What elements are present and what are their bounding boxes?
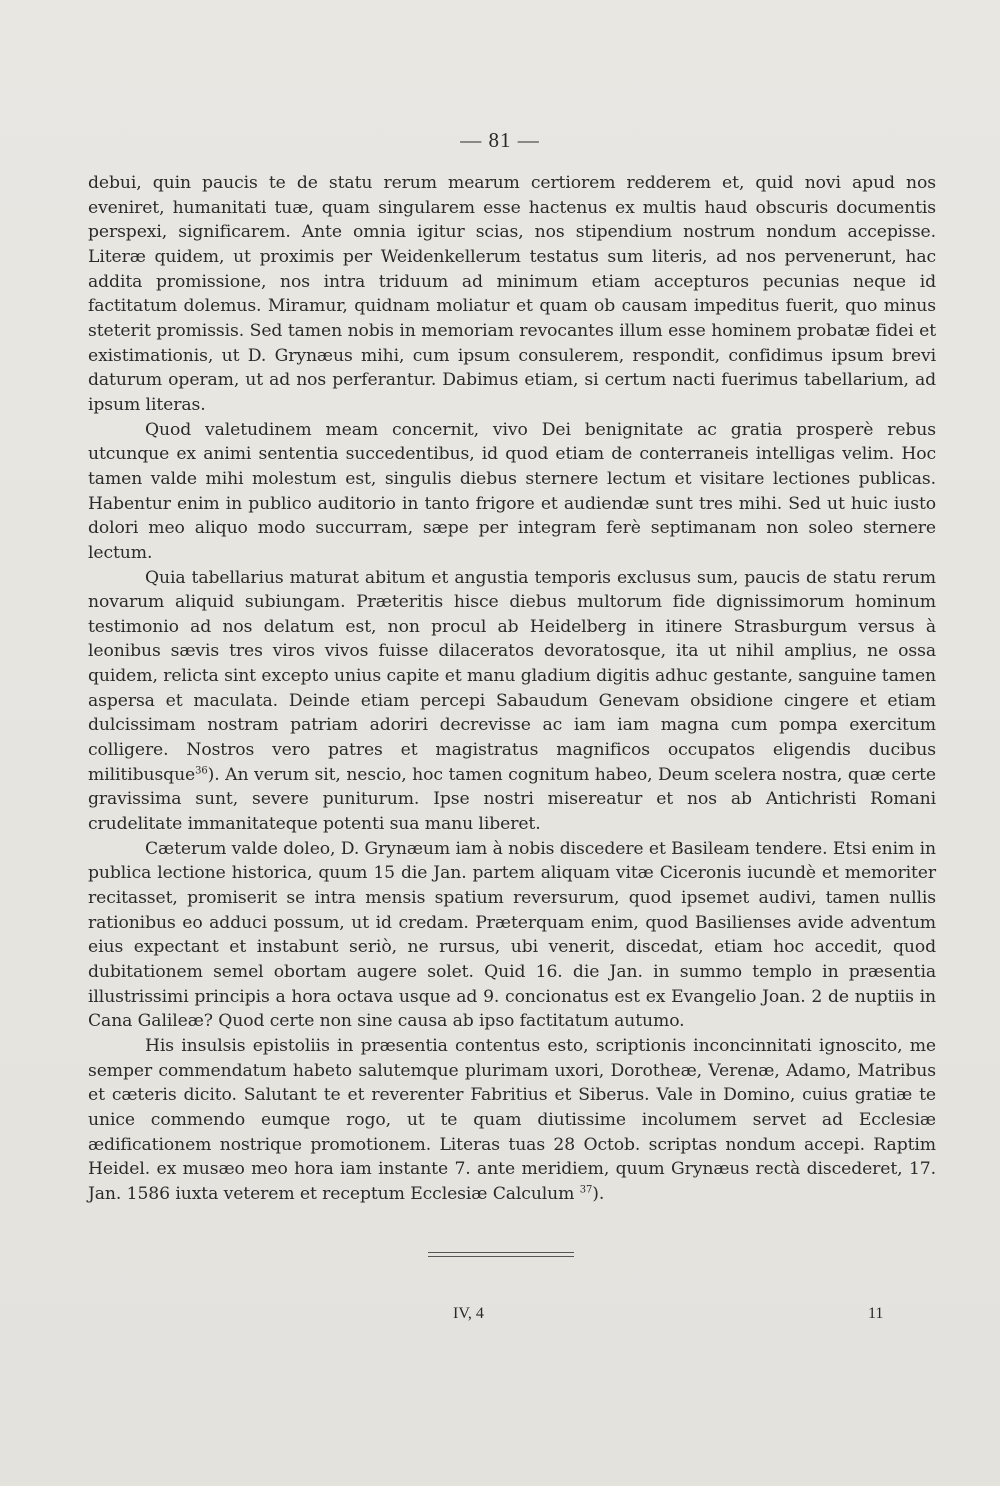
sheet-number: 11 bbox=[868, 1305, 884, 1322]
paragraph-4: Cæterum valde doleo, D. Grynæum iam à nobis discedere et Basileam tendere. Etsi enim in publica lectione historica, quum 15 die Jan. partem aliquam vitæ Ciceronis iucundè et memoriter recitasset, promiserit se intra mensis spatium reversurum, quod ipsemet audivi, tamen nullis rationibus eo adduci possum, ut id credam. Præterquam enim, quod Basilienses avide adventum eius expectant et instabunt seriò, ne rursus, ubi venerit, discedat, etiam hoc accedit, quod dubitationem semel obortam augere solet. Quid 16. die Jan. in summo templo in præsentia illustrissimi principis a hora octava usque ad 9. concionatus est ex Evangelio Joan. 2 de nuptiis in Cana Galileæ? Quod certe non sine causa ab ipso factitatum autumo. bbox=[88, 838, 936, 1032]
footnote-ref-37: 37 bbox=[579, 1184, 593, 1196]
paragraph-1: debui, quin paucis te de statu rerum mearum certiorem redderem et, quid novi apud nos eveniret, humanitati tuæ, quam singularem esse hactenus ex multis haud obscuris documentis perspexi, significarem. Ante omnia igitur scias, nos stipendium nostrum nondum accepisse. Literæ quidem, ut proximis per Weidenkellerum testatus sum literis, ad nos pervenerunt, hac addita promissione, nos intra triduum ad minimum etiam accepturos pecunias neque id factitatum dolemus. Miramur, quidnam moliatur et quam ob causam impeditus fuerit, quo minus steterit promissis. Sed tamen nobis in memoriam revocantes illum esse hominem probatæ fidei et existimationis, ut D. Grynæus mihi, cum ipsum consulerem, respondit, confidimus ipsum brevi daturum operam, ut ad nos perferantur. Dabimus etiam, si certum nacti fuerimus tabellarium, ad ipsum literas. bbox=[88, 173, 936, 415]
page-number: — 81 — bbox=[460, 128, 540, 152]
paragraph-3 bbox=[88, 566, 936, 837]
paragraph-3-part-b: ). An verum sit, nescio, hoc tamen cognitum habeo, Deum scelera nostra, quæ certe gravissima sunt, severe puniturum. Ipse nostri misereatur et nos ab Antichristi Romani crudelitate immanitateque potenti sua manu liberet. bbox=[88, 764, 936, 835]
paragraph-3-part-a: Quia tabellarius maturat abitum et angustia temporis exclusus sum, paucis de statu rerum novarum aliquid subiungam. Præteritis hisce diebus multorum fide dignissimorum hominum testimonio ad nos delatum est, non procul ab Heidelberg in itinere Strasburgum versus à leonibus sævis tres viros vivos fuisse dilaceratos devoratosque, ita ut nihil amplius, ne ossa quidem, relicta sint excepto unius capite et manu gladium digitis adhuc gestante, sanguine tamen aspersa et maculata. Deinde etiam percepi Sabaudum Genevam obsidione cingere et etiam dulcissimam nostram patriam adoriri decrevisse ac iam iam magna cum pompa exercitum colligere. Nostros vero patres et magistratus magnificos occupatos eligendis ducibus militibusque bbox=[88, 567, 936, 785]
paragraph-5-part-b: ). bbox=[592, 1183, 605, 1204]
paragraph-2: Quod valetudinem meam concernit, vivo Dei benignitate ac gratia prosperè rebus utcunque ex animi sententia succedentibus, id quod etiam de conterraneis intelligas velim. Hoc tamen valde mihi molestum est, singulis diebus sternere lectum et visitare lectiones publicas. Habentur enim in publico auditorio in tanto frigore et audiendæ sunt tres mihi. Sed ut huic iusto dolori meo aliquo modo succurram, sæpe per integram ferè septimanam non soleo sternere lectum. bbox=[88, 419, 936, 563]
footnote-ref-36: 36 bbox=[195, 765, 208, 777]
paragraph-5-part-a: His insulsis epistoliis in præsentia contentus esto, scriptionis inconcinnitati ignoscito, me semper commendatum habeto salutemque plurimam uxori, Dorotheæ, Verenæ, Adamo, Matribus et cæteris dicito. Salutant te et reverenter Fabritius et Siberus. Vale in Domino, cuius gratiæ te unice commendo eumque rogo, ut te quam diutissime incolumem servet ad Ecclesiæ ædificationem nostrique promotionem. Literas tuas 28 Octob. scriptas nondum accepi. Raptim Heidel. ex musæo meo hora iam instante 7. ante meridiem, quum Grynæus rectà discederet, 17. Jan. 1586 iuxta veterem et receptum Ecclesiæ Calculum bbox=[88, 1035, 936, 1204]
paragraph-5 bbox=[88, 1034, 936, 1207]
end-rule-bottom bbox=[428, 1256, 574, 1257]
end-rule-top bbox=[428, 1252, 574, 1253]
signature-mark: IV, 4 bbox=[453, 1305, 484, 1322]
body-text bbox=[88, 171, 936, 1207]
